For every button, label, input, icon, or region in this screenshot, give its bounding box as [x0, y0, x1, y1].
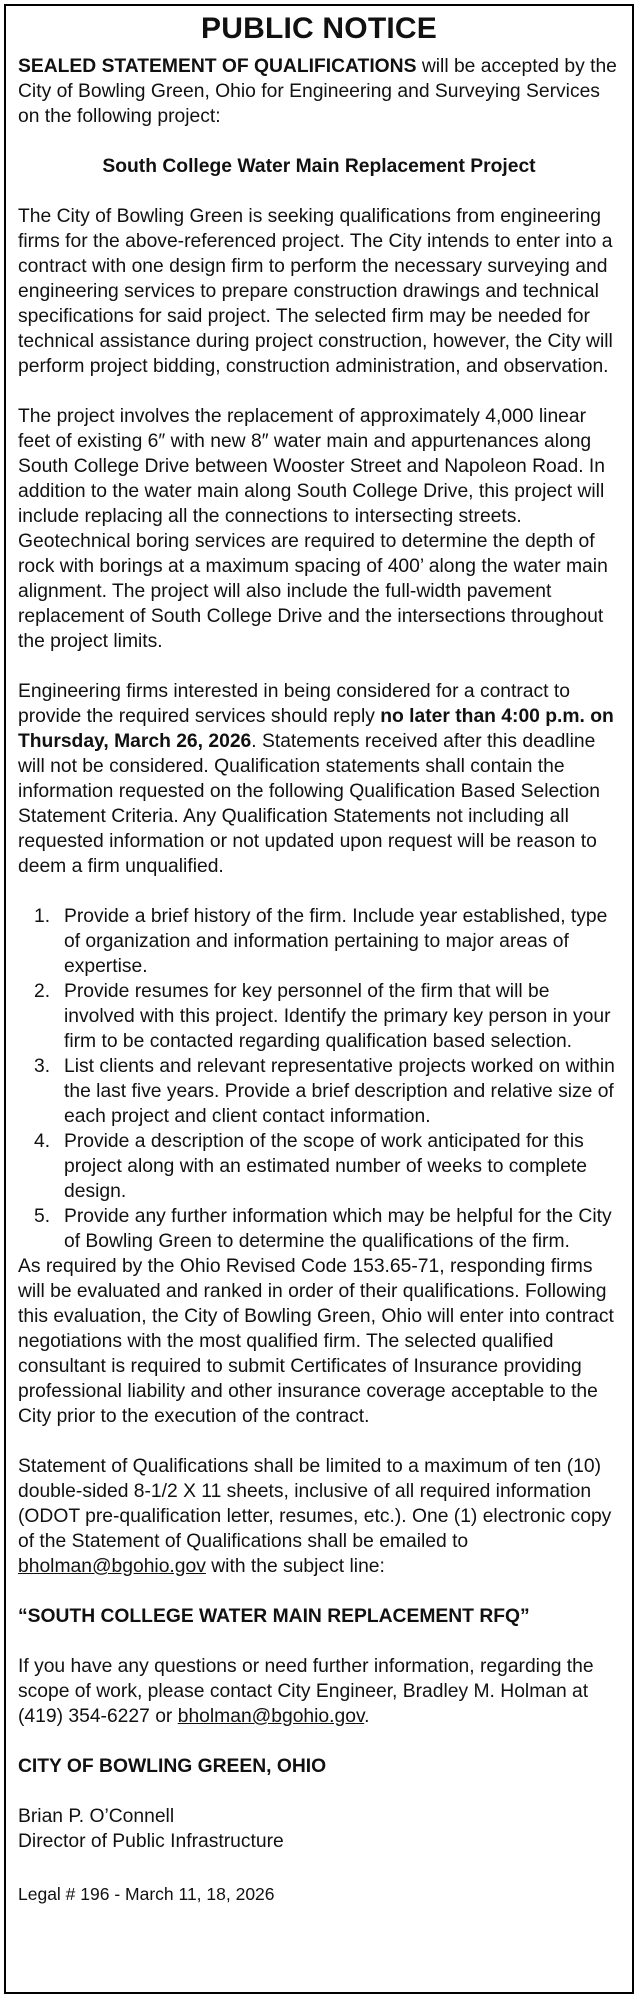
list-item: 2. Provide resumes for key personnel of the firm that will be involved with this project. Identify the primary key person in your firm to be contacted regarding qualification based selection.	[34, 981, 611, 1052]
paragraph-submission: Statement of Qualifications shall be limited to a maximum of ten (10) double-sided 8-1/2 X 11 sheets, inclusive of all required information (ODOT pre-qualification letter, resumes, etc.). One (1) electronic copy of the Statement of Qualifications shall be emailed to bholman@bgohio.gov with the subject line:	[18, 1456, 612, 1577]
paragraph-scope: The project involves the replacement of approximately 4,000 linear feet of existing 6″ with new 8″ water main and appurtenances along South College Drive between Wooster Street and Napoleon Road. In addition to the water main along South College Drive, this project will include replacing all the connections to intersecting streets. Geotechnical boring services are required to determine the depth of rock with borings at a maximum spacing of 400’ along the water main alignment. The project will also include the full-width pavement replacement of South College Drive and the intersections throughout the project limits.	[18, 406, 608, 652]
criteria-list	[18, 904, 620, 1254]
public-notice	[4, 4, 634, 1994]
signature-role: Director of Public Infrastructure	[18, 1831, 284, 1852]
project-title: South College Water Main Replacement Project	[102, 156, 536, 177]
list-item: 5. Provide any further information which may be helpful for the City of Bowling Green to determine the qualifications of the firm.	[34, 1206, 612, 1252]
deadline: no later than 4:00 p.m. on Thursday, March 26, 2026	[18, 706, 614, 752]
paragraph-evaluation: As required by the Ohio Revised Code 153.65-71, responding firms will be evaluated and ranked in order of their qualifications. Following this evaluation, the City of Bowling Green, Ohio will enter into contract negotiations with the most qualified firm. The selected qualified consultant is required to submit Certificates of Insurance providing professional liability and other insurance coverage acceptable to the City prior to the execution of the contract.	[18, 1256, 614, 1427]
paragraph-seeking: The City of Bowling Green is seeking qualifications from engineering firms for the above-referenced project. The City intends to enter into a contract with one design firm to perform the necessary surveying and engineering services to prepare construction drawings and technical specifications for said project. The selected firm may be needed for technical assistance during project construction, however, the City will perform project bidding, construction administration, and observation.	[18, 206, 613, 377]
signature-name: Brian P. O’Connell	[18, 1806, 175, 1827]
subject-line: “SOUTH COLLEGE WATER MAIN REPLACEMENT RFQ”	[18, 1606, 530, 1627]
intro-paragraph	[18, 54, 620, 129]
intro-rest: will be accepted by the City of Bowling Green, Ohio for Engineering and Surveying Services on the following project:	[18, 56, 617, 127]
list-item: 3. List clients and relevant representative projects worked on within the last five years. Provide a brief description and relative size of each project and client contact information.	[34, 1056, 615, 1127]
intro-lead: SEALED STATEMENT OF QUALIFICATIONS	[18, 56, 417, 77]
paragraph-deadline: Engineering firms interested in being considered for a contract to provide the required services should reply no later than 4:00 p.m. on Thursday, March 26, 2026. Statements received after this deadline will not be considered. Qualification statements shall contain the information requested on the following Qualification Based Selection Statement Criteria. Any Qualification Statements not including all requested information or not updated upon request will be reason to deem a firm unqualified.	[18, 681, 614, 877]
legal-line: Legal # 196 - March 11, 18, 2026	[18, 1884, 275, 1904]
signature-city: CITY OF BOWLING GREEN, OHIO	[18, 1756, 327, 1777]
paragraph-contact: If you have any questions or need further information, regarding the scope of work, please contact City Engineer, Bradley M. Holman at (419) 354-6227 or bholman@bgohio.gov.	[18, 1656, 594, 1727]
notice-title: PUBLIC NOTICE	[201, 12, 437, 45]
notice-body	[6, 54, 632, 1907]
email-link[interactable]: bholman@bgohio.gov	[177, 1706, 365, 1727]
list-item: 4. Provide a description of the scope of work anticipated for this project along with an estimated number of weeks to complete design.	[34, 1131, 588, 1202]
email-link[interactable]: bholman@bgohio.gov	[18, 1556, 206, 1577]
list-item: 1. Provide a brief history of the firm. Include year established, type of organization and information pertaining to major areas of expertise.	[34, 906, 608, 977]
